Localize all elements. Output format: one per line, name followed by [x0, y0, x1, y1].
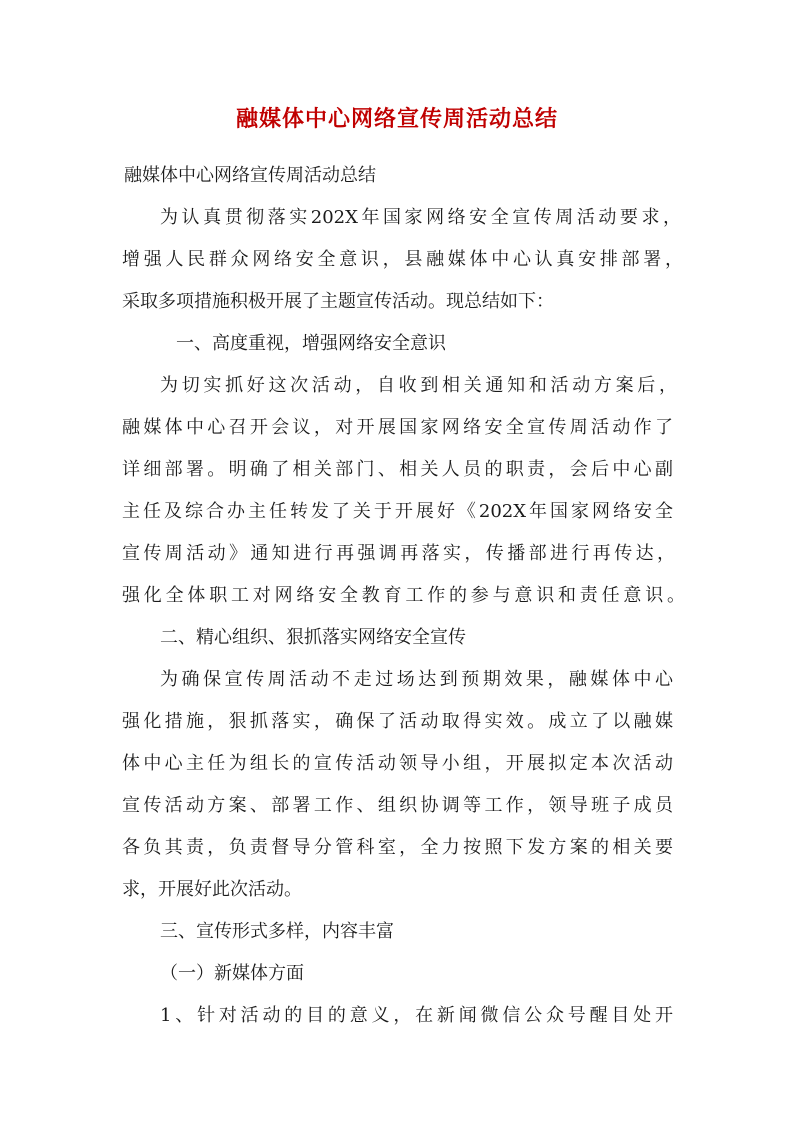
paragraph-line: 强化全体职工对网络安全教育工作的参与意识和责任意识。 [122, 585, 685, 606]
paragraph-line: 详细部署。明确了相关部门、相关人员的职责，会后中心副 [122, 459, 673, 480]
paragraph-line: 为切实抓好这次活动，自收到相关通知和活动方案后， [160, 375, 677, 396]
paragraph-line: 融媒体中心召开会议，对开展国家网络安全宣传周活动作了 [122, 417, 673, 438]
paragraph-line: 宣传活动方案、部署工作、组织协调等工作，领导班子成员 [122, 795, 673, 816]
paragraph-line: 强化措施，狠抓落实，确保了活动取得实效。成立了以融媒 [122, 711, 673, 732]
paragraph-line: 增强人民群众网络安全意识，县融媒体中心认真安排部署， [122, 249, 683, 270]
subtitle-line: 融媒体中心网络宣传周活动总结 [124, 165, 376, 186]
document-title: 融媒体中心网络宣传周活动总结 [235, 106, 558, 132]
paragraph-line: 宣传周活动》通知进行再强调再落实，传播部进行再传达， [122, 543, 675, 564]
paragraph-line: 体中心主任为组长的宣传活动领导小组，开展拟定本次活动 [122, 753, 673, 774]
paragraph-line: 1、针对活动的目的意义，在新闻微信公众号醒目处开 [160, 1005, 673, 1026]
section-heading: 三、宣传形式多样，内容丰富 [160, 921, 394, 942]
paragraph-line: 各负其责，负责督导分管科室，全力按照下发方案的相关要 [122, 837, 673, 858]
paragraph-line: 求，开展好此次活动。 [122, 879, 302, 900]
paragraph-line: 主任及综合办主任转发了关于开展好《202X年国家网络安全 [122, 501, 673, 522]
paragraph-line: 为认真贯彻落实202X年国家网络安全宣传周活动要求， [160, 207, 681, 228]
paragraph-line: 采取多项措施积极开展了主题宣传活动。现总结如下： [122, 291, 554, 312]
section-heading: 二、精心组织、狠抓落实网络安全宣传 [160, 627, 466, 648]
paragraph-line: 为确保宣传周活动不走过场达到预期效果，融媒体中心 [160, 669, 673, 690]
subsection-heading: （一）新媒体方面 [160, 963, 304, 984]
section-heading: 一、高度重视，增强网络安全意识 [176, 333, 446, 354]
